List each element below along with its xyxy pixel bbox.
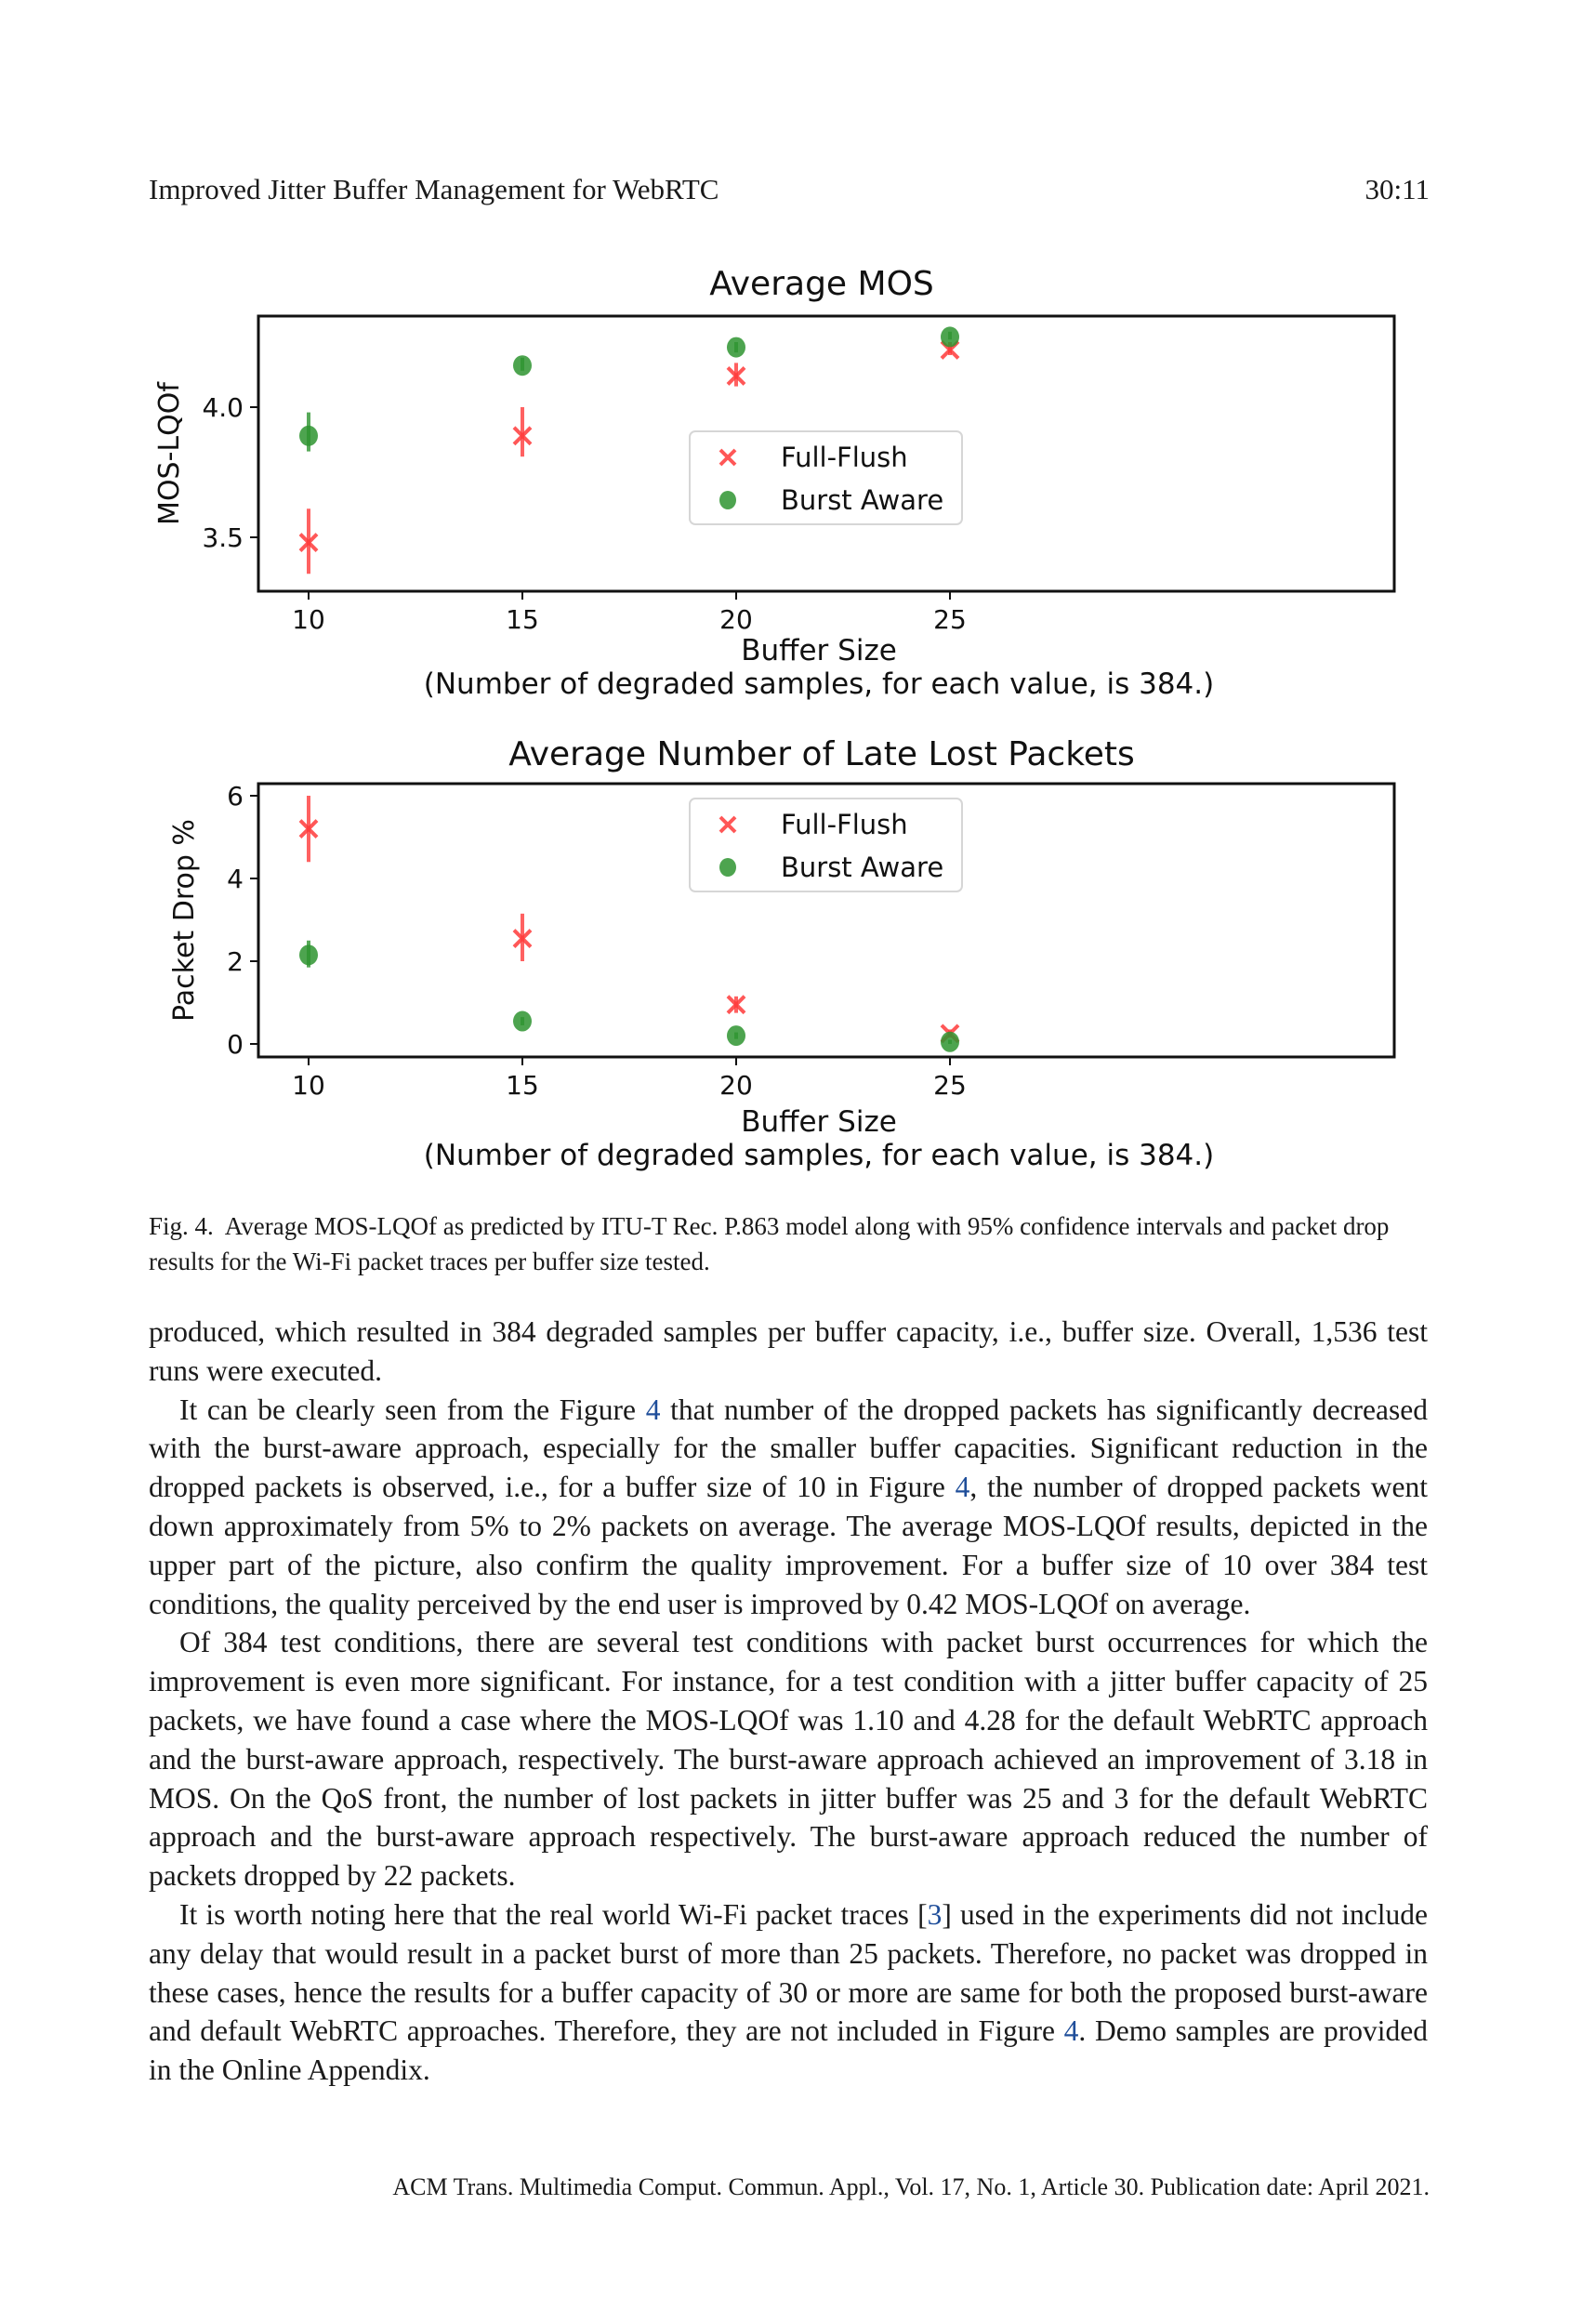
figure-ref-link[interactable]: 4: [1063, 2014, 1079, 2048]
text-run: , the number of dropped packets went down approximately from 5% to 2% packets on average. The average MOS-LQOf results, depicted in the upper part of the picture, also confirm the quality improvement. For a buffer size of 10 over 384 test conditions, the quality perceived by the end user is improved by 0.42 MOS-LQOf on average.: [149, 1471, 1428, 1620]
figure-charts: [139, 260, 1441, 1190]
paragraph-1: produced, which resulted in 384 degraded samples per buffer capacity, i.e., buffer size. Overall, 1,536 test runs were executed.: [149, 1315, 1428, 1387]
chart-late-lost-packets: [168, 735, 1394, 1172]
text-run: It can be clearly seen from the Figure: [179, 1393, 646, 1426]
legend-circle-marker-icon: [719, 858, 736, 877]
figure-caption: [149, 1208, 1428, 1279]
caption-label: Fig. 4.: [149, 1212, 214, 1240]
x-tick-label: 10: [292, 604, 325, 635]
legend-circle-marker-icon: [719, 491, 736, 509]
y-tick-label: 2: [227, 946, 244, 977]
chart-title: Average Number of Late Lost Packets: [508, 735, 1135, 773]
legend-label: Full-Flush: [781, 809, 908, 840]
x-tick-label: 15: [506, 1070, 539, 1101]
y-tick-label: 6: [227, 781, 244, 812]
circle-marker: [941, 1032, 959, 1052]
x-tick-label: 15: [506, 604, 539, 635]
legend: [690, 799, 962, 891]
y-tick-label: 3.5: [202, 522, 244, 553]
figure-4: [139, 260, 1441, 1190]
running-title: Improved Jitter Buffer Management for WebRTC: [149, 173, 719, 205]
y-axis-label: Packet Drop %: [168, 819, 201, 1022]
caption-text: Average MOS-LQOf as predicted by ITU-T Rec. P.863 model along with 95% confidence intervals and packet drop results for the Wi-Fi packet traces per buffer size tested.: [149, 1212, 1390, 1275]
body-text: [149, 1313, 1428, 2090]
figure-ref-link[interactable]: 4: [955, 1471, 970, 1504]
figure-ref-link[interactable]: 4: [645, 1393, 661, 1426]
circle-marker: [727, 1025, 745, 1046]
x-axis-note: (Number of degraded samples, for each value, is 384.): [423, 667, 1215, 701]
citation-ref-link[interactable]: 3: [927, 1897, 943, 1931]
x-tick-label: 20: [719, 604, 753, 635]
circle-marker: [513, 355, 532, 376]
circle-marker: [513, 1011, 532, 1032]
x-tick-label: 25: [933, 1070, 967, 1101]
x-tick-label: 25: [933, 604, 967, 635]
circle-marker: [941, 326, 959, 347]
chart-title: Average MOS: [709, 265, 934, 303]
y-tick-label: 4.0: [202, 392, 244, 423]
text-run: ] used in the experiments did not include any delay that would result in a packet burst of more than 25 packets. Therefore, no packet was dropped in these cases, hence the results for a buffer capacity of 30 or more are same for both the proposed burst-aware and default WebRTC approaches. Therefore, they are not included in Figure: [149, 1897, 1428, 2048]
x-axis-ticks: [292, 591, 967, 635]
x-axis-label: Buffer Size: [741, 1105, 897, 1139]
chart-average-mos: [153, 265, 1394, 701]
x-axis-label: Buffer Size: [741, 634, 897, 667]
text-run: It is worth noting here that the real world Wi-Fi packet traces [: [179, 1897, 928, 1931]
x-tick-label: 10: [292, 1070, 325, 1101]
paragraph-4: [149, 1895, 1428, 2090]
legend-label: Full-Flush: [781, 442, 908, 473]
text-run: that number of the dropped packets has significantly decreased with the burst-aware approach, especially for the smaller buffer capacities. Significant reduction in the dropped packets is observed, i.e., for a buffer size of 10 in Figure: [149, 1393, 1428, 1504]
x-axis-note: (Number of degraded samples, for each value, is 384.): [423, 1139, 1215, 1172]
y-axis-ticks: [202, 392, 258, 553]
legend: [690, 431, 962, 524]
circle-marker: [299, 944, 318, 965]
circle-marker: [727, 337, 745, 358]
text-run: . Demo samples are provided in the Online Appendix.: [149, 2014, 1428, 2087]
legend-label: Burst Aware: [781, 852, 944, 883]
y-axis-label: MOS-LQOf: [153, 382, 186, 525]
page-number: 30:11: [1365, 173, 1430, 205]
running-header: [149, 173, 1430, 210]
x-axis-ticks: [292, 1057, 967, 1101]
page-footer: ACM Trans. Multimedia Comput. Commun. Appl., Vol. 17, No. 1, Article 30. Publication date: April 2021.: [392, 2173, 1430, 2200]
legend-label: Burst Aware: [781, 484, 944, 516]
y-axis-ticks: [227, 781, 258, 1060]
y-tick-label: 4: [227, 864, 244, 894]
circle-marker: [299, 426, 318, 446]
x-tick-label: 20: [719, 1070, 753, 1101]
paragraph-3: Of 384 test conditions, there are several test conditions with packet burst occurrences for which the improvement is even more significant. For instance, for a test condition with a jitter buffer capacity of 25 packets, we have found a case where the MOS-LQOf was 1.10 and 4.28 for the default WebRTC approach and the burst-aware approach, respectively. The burst-aware approach achieved an improvement of 3.18 in MOS. On the QoS front, the number of lost packets in jitter buffer was 25 and 3 for the default WebRTC approach and the burst-aware approach respectively. The burst-aware approach reduced the number of packets dropped by 22 packets.: [149, 1626, 1428, 1893]
y-tick-label: 0: [227, 1029, 244, 1060]
paragraph-2: [149, 1391, 1428, 1624]
